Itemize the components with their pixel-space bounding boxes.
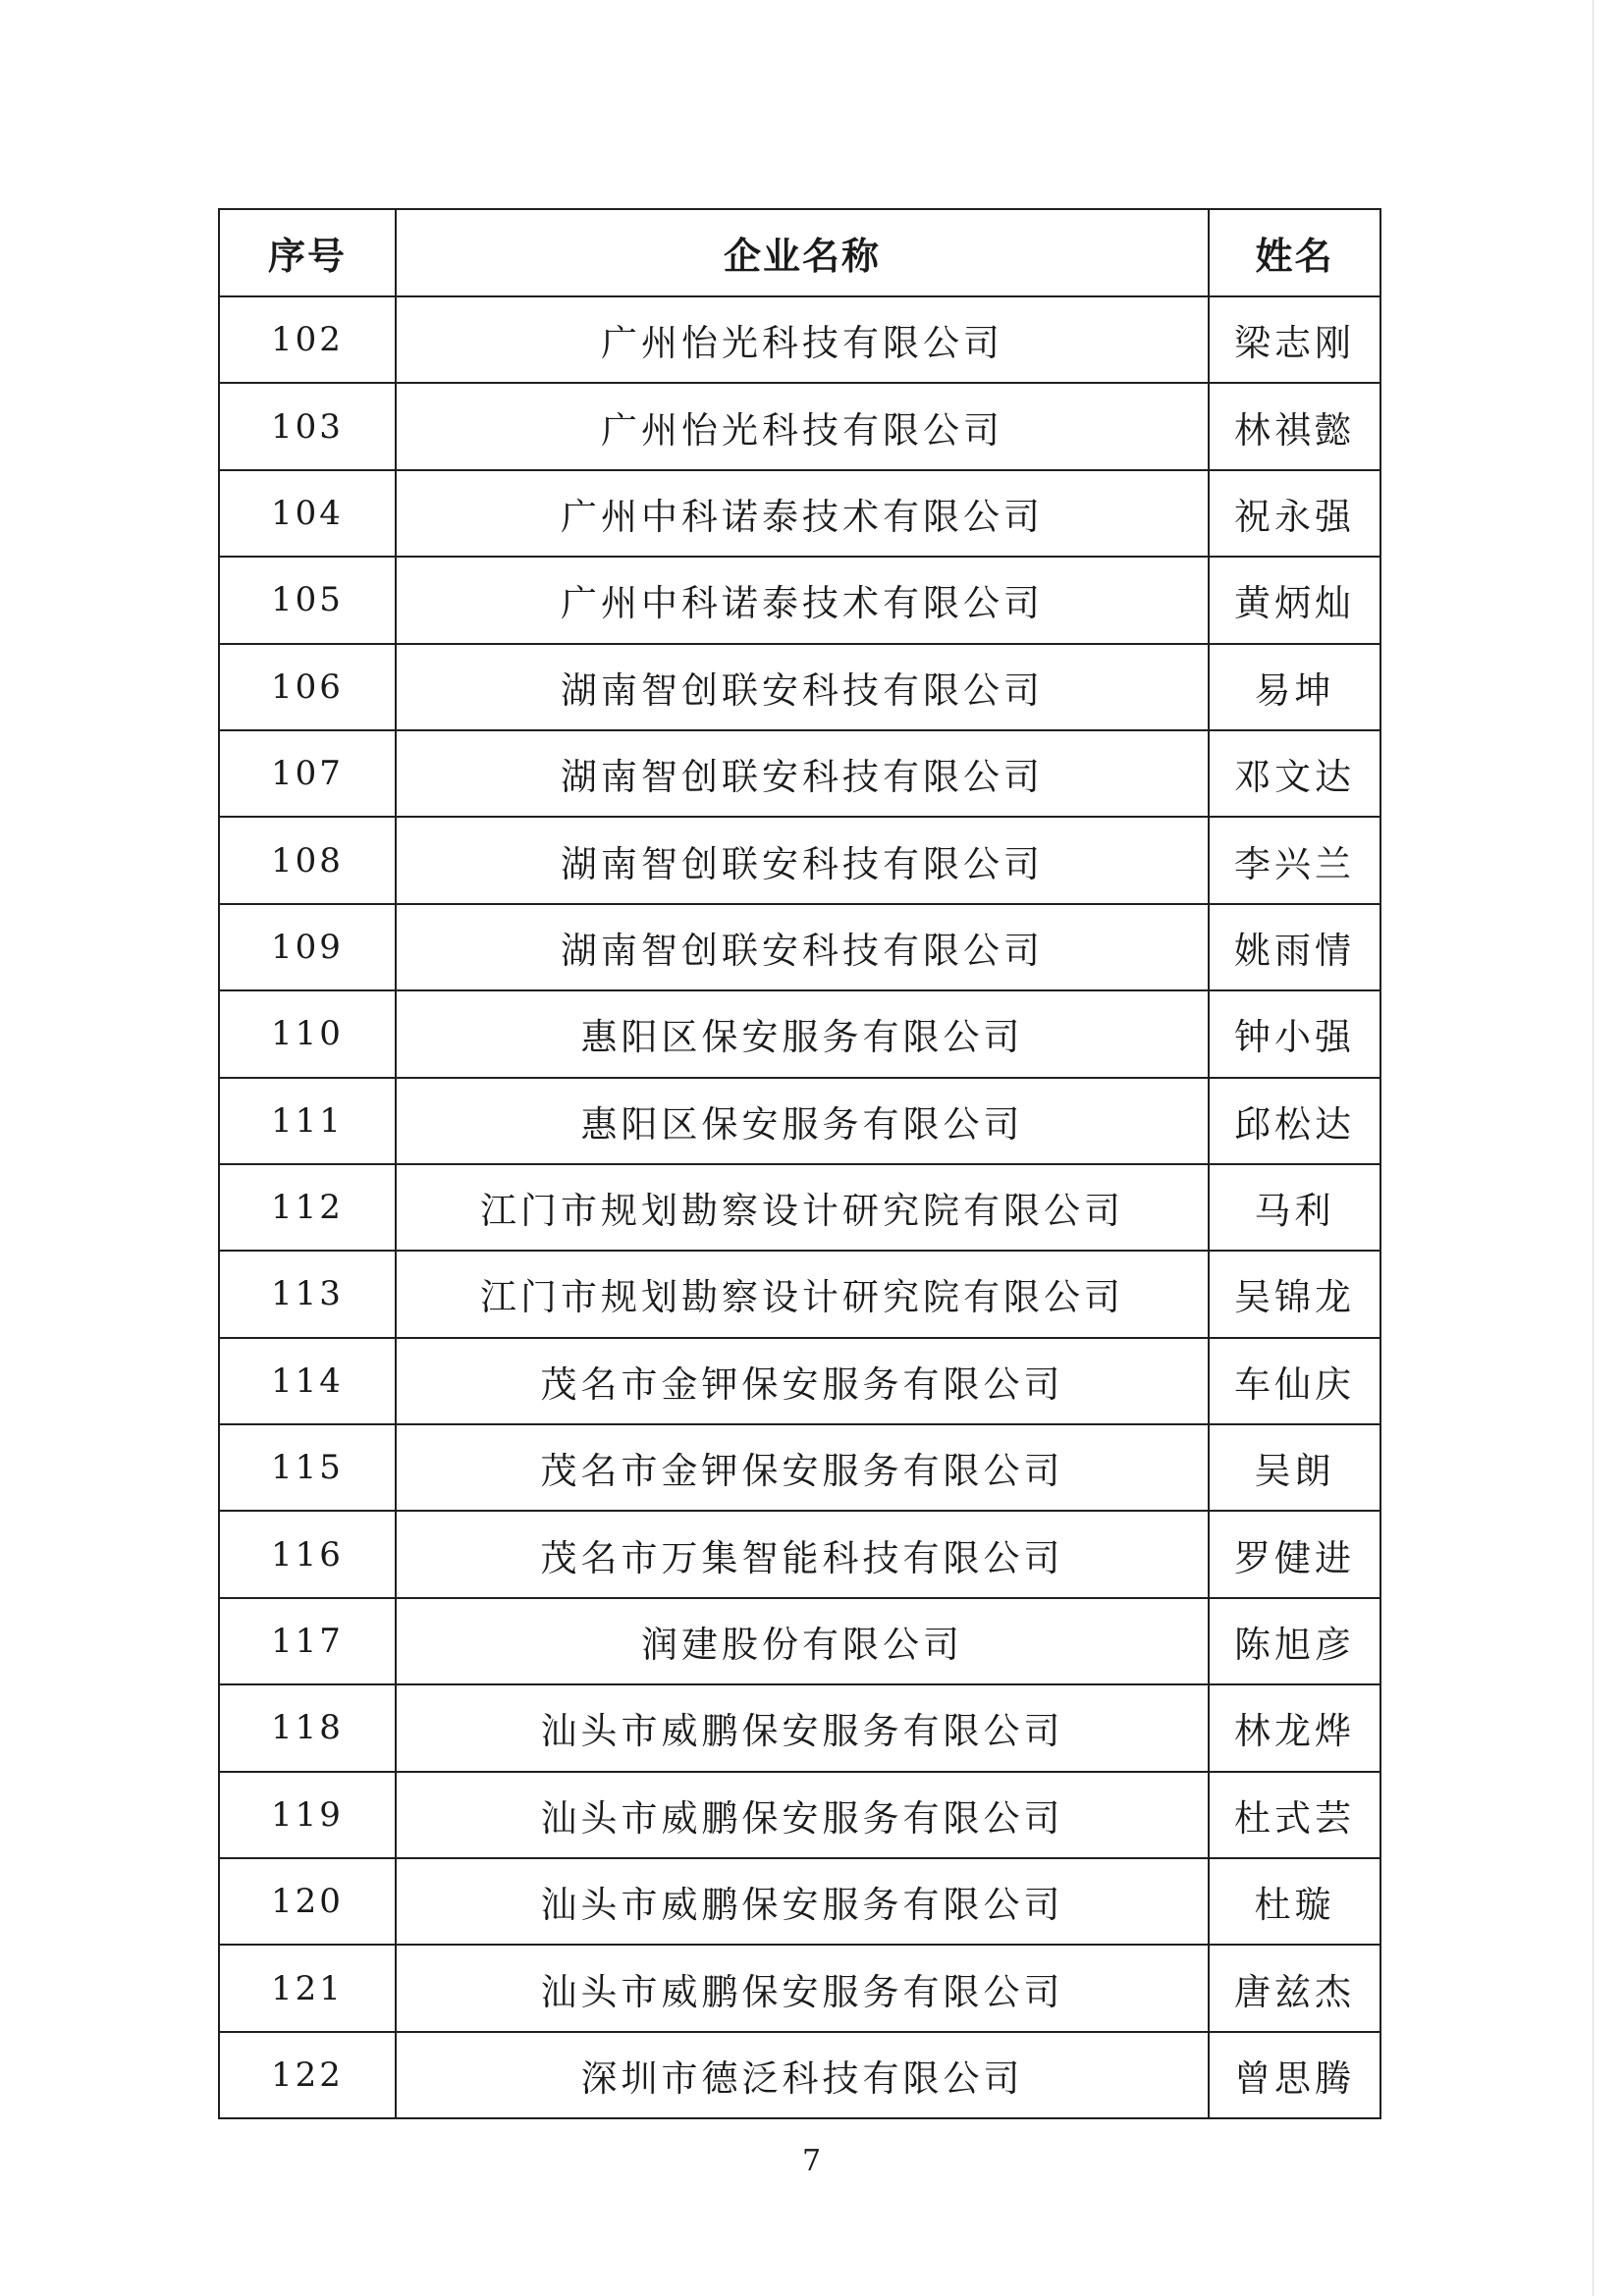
cell-company: 汕头市威鹏保安服务有限公司 (396, 1858, 1209, 1945)
cell-name: 姚雨情 (1209, 904, 1380, 990)
cell-index: 109 (219, 904, 396, 990)
cell-company: 茂名市万集智能科技有限公司 (396, 1511, 1209, 1597)
table-row (219, 2032, 1380, 2118)
cell-name: 林祺懿 (1209, 383, 1380, 469)
cell-name: 唐兹杰 (1209, 1945, 1380, 2031)
cell-company: 广州怡光科技有限公司 (396, 383, 1209, 469)
table-row (219, 1164, 1380, 1251)
cell-name: 陈旭彦 (1209, 1598, 1380, 1684)
table-row (219, 1858, 1380, 1945)
cell-company: 汕头市威鹏保安服务有限公司 (396, 1772, 1209, 1858)
cell-name: 邱松达 (1209, 1078, 1380, 1164)
roster-table-container (218, 208, 1380, 2119)
cell-name: 梁志刚 (1209, 296, 1380, 383)
cell-name: 祝永强 (1209, 470, 1380, 557)
cell-company: 广州中科诺泰技术有限公司 (396, 557, 1209, 643)
table-row (219, 1251, 1380, 1337)
cell-name: 邓文达 (1209, 730, 1380, 817)
table-row (219, 1424, 1380, 1511)
cell-name: 易坤 (1209, 644, 1380, 730)
table-row (219, 557, 1380, 643)
table-row (219, 1772, 1380, 1858)
cell-index: 115 (219, 1424, 396, 1511)
table-row (219, 1598, 1380, 1684)
table-row (219, 817, 1380, 903)
cell-index: 104 (219, 470, 396, 557)
cell-name: 杜式芸 (1209, 1772, 1380, 1858)
header-name: 姓名 (1209, 209, 1380, 296)
cell-company: 江门市规划勘察设计研究院有限公司 (396, 1164, 1209, 1251)
table-header (219, 209, 1380, 296)
cell-index: 119 (219, 1772, 396, 1858)
cell-index: 113 (219, 1251, 396, 1337)
header-index: 序号 (219, 209, 396, 296)
cell-index: 106 (219, 644, 396, 730)
table-row (219, 1945, 1380, 2031)
cell-index: 116 (219, 1511, 396, 1597)
cell-name: 吴锦龙 (1209, 1251, 1380, 1337)
cell-name: 李兴兰 (1209, 817, 1380, 903)
cell-index: 102 (219, 296, 396, 383)
table-row (219, 1338, 1380, 1424)
cell-name: 杜璇 (1209, 1858, 1380, 1945)
table-row (219, 1511, 1380, 1597)
cell-index: 122 (219, 2032, 396, 2118)
table-row (219, 1078, 1380, 1164)
cell-name: 罗健进 (1209, 1511, 1380, 1597)
cell-name: 曾思腾 (1209, 2032, 1380, 2118)
cell-name: 吴朗 (1209, 1424, 1380, 1511)
cell-index: 112 (219, 1164, 396, 1251)
cell-name: 马利 (1209, 1164, 1380, 1251)
table-row (219, 644, 1380, 730)
cell-index: 118 (219, 1684, 396, 1771)
table-row (219, 1684, 1380, 1771)
cell-index: 103 (219, 383, 396, 469)
cell-company: 江门市规划勘察设计研究院有限公司 (396, 1251, 1209, 1337)
page-number: 7 (801, 2144, 822, 2178)
cell-index: 110 (219, 990, 396, 1077)
cell-index: 120 (219, 1858, 396, 1945)
cell-index: 111 (219, 1078, 396, 1164)
cell-name: 黄炳灿 (1209, 557, 1380, 643)
header-row (219, 209, 1380, 296)
cell-name: 车仙庆 (1209, 1338, 1380, 1424)
table-row (219, 383, 1380, 469)
cell-company: 汕头市威鹏保安服务有限公司 (396, 1684, 1209, 1771)
table-row (219, 990, 1380, 1077)
cell-company: 广州中科诺泰技术有限公司 (396, 470, 1209, 557)
table-row (219, 470, 1380, 557)
cell-name: 林龙烨 (1209, 1684, 1380, 1771)
cell-index: 121 (219, 1945, 396, 2031)
table-row (219, 730, 1380, 817)
cell-company: 湖南智创联安科技有限公司 (396, 817, 1209, 903)
cell-index: 117 (219, 1598, 396, 1684)
cell-company: 深圳市德泛科技有限公司 (396, 2032, 1209, 2118)
page-edge-line (1593, 0, 1594, 2296)
cell-company: 惠阳区保安服务有限公司 (396, 1078, 1209, 1164)
cell-company: 茂名市金钾保安服务有限公司 (396, 1424, 1209, 1511)
table-row (219, 296, 1380, 383)
header-company: 企业名称 (396, 209, 1209, 296)
cell-company: 湖南智创联安科技有限公司 (396, 644, 1209, 730)
cell-company: 润建股份有限公司 (396, 1598, 1209, 1684)
table-row (219, 904, 1380, 990)
cell-company: 惠阳区保安服务有限公司 (396, 990, 1209, 1077)
roster-table (218, 208, 1381, 2119)
cell-company: 汕头市威鹏保安服务有限公司 (396, 1945, 1209, 2031)
cell-company: 茂名市金钾保安服务有限公司 (396, 1338, 1209, 1424)
cell-company: 广州怡光科技有限公司 (396, 296, 1209, 383)
cell-index: 114 (219, 1338, 396, 1424)
cell-company: 湖南智创联安科技有限公司 (396, 730, 1209, 817)
cell-index: 108 (219, 817, 396, 903)
cell-index: 107 (219, 730, 396, 817)
cell-company: 湖南智创联安科技有限公司 (396, 904, 1209, 990)
table-body (219, 296, 1380, 2118)
cell-name: 钟小强 (1209, 990, 1380, 1077)
cell-index: 105 (219, 557, 396, 643)
